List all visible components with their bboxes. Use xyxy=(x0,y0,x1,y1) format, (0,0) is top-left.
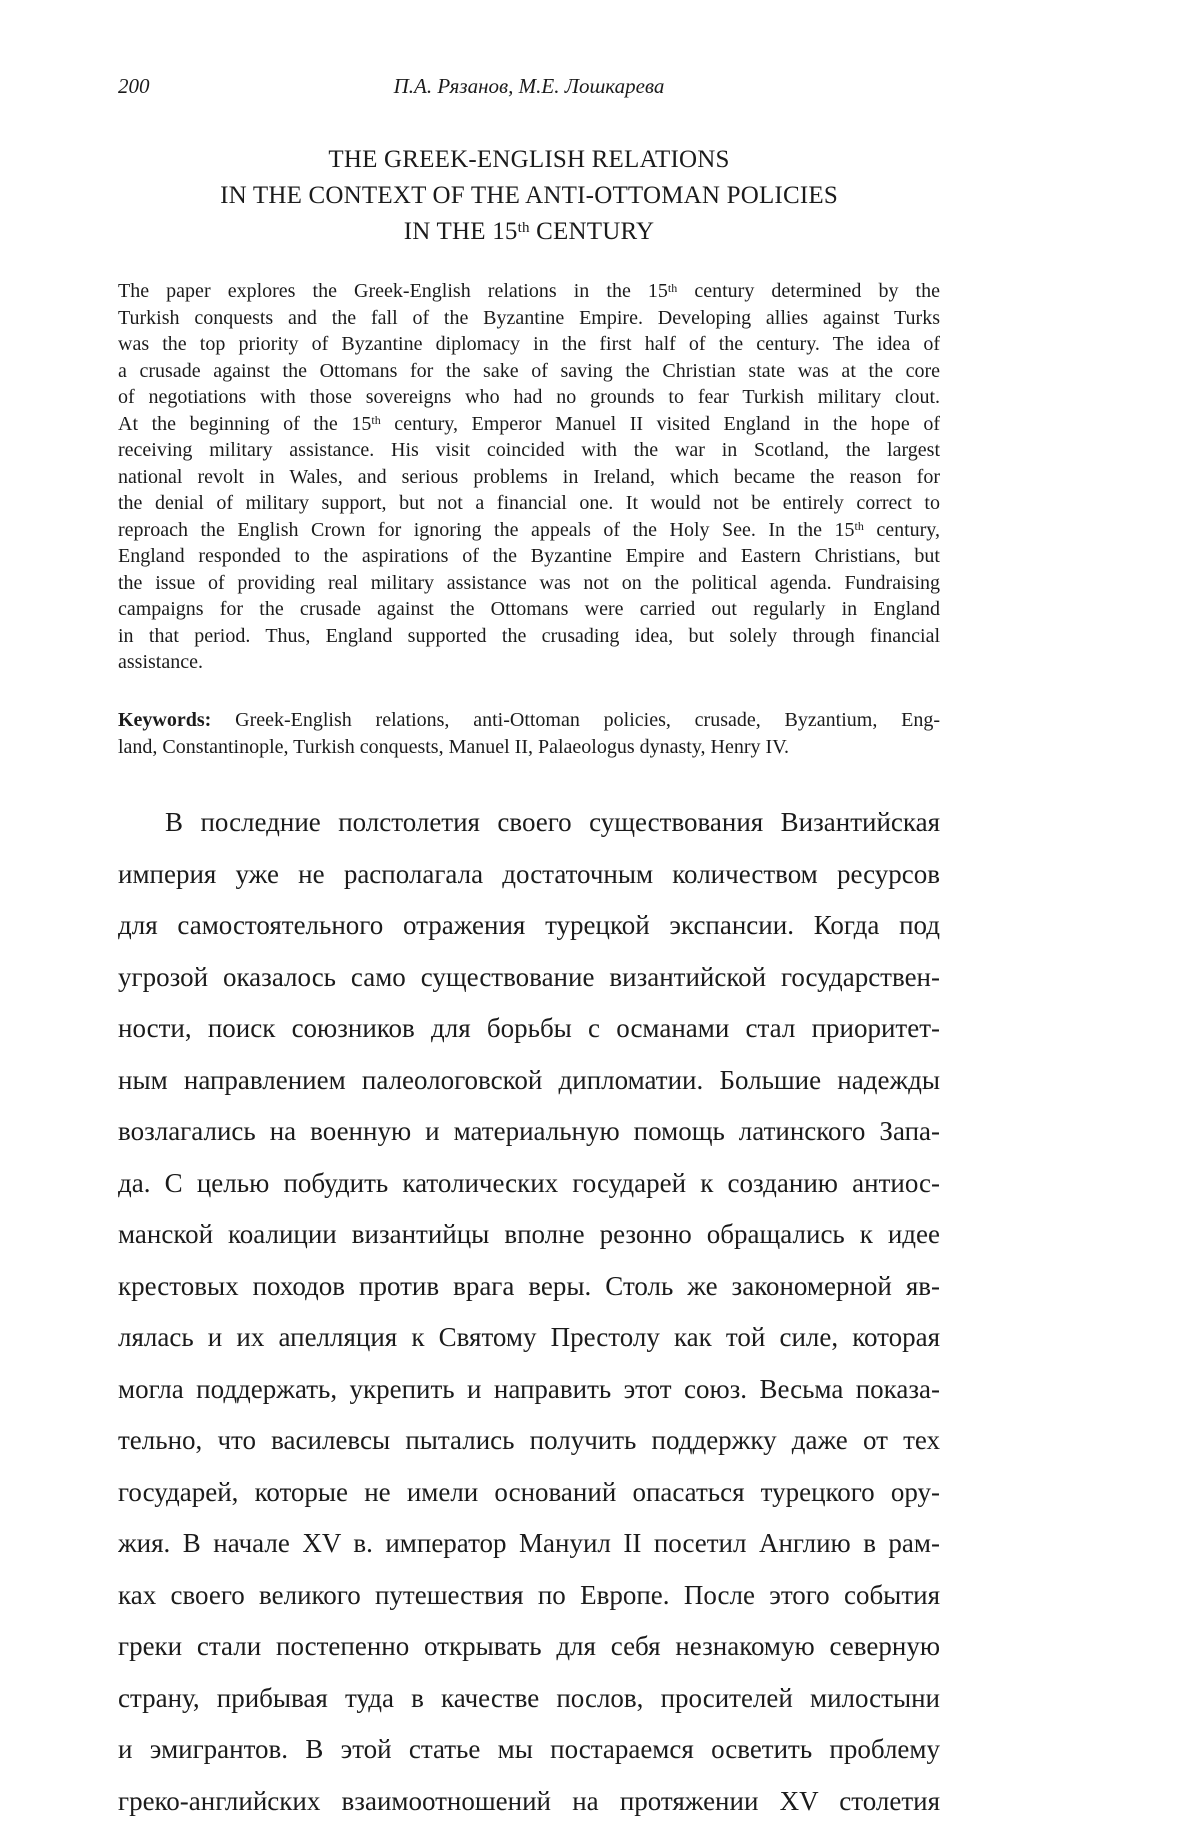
text-line: Turkish conquests and the fall of the Byzantine Empire. Developing allies against Turks xyxy=(118,306,940,329)
text-line: THE GREEK-ENGLISH RELATIONS xyxy=(328,146,730,173)
body-paragraph xyxy=(118,797,940,1827)
running-head-authors: П.А. Рязанов, М.Е. Лошкарева xyxy=(393,74,665,98)
text-line: лялась и их апелляция к Святому Престолу как той силе, которая xyxy=(118,1322,940,1352)
text-line: reproach the English Crown for ignoring the appeals of the Holy See. In the 15th century, xyxy=(118,518,940,541)
text-line: страну, прибывая туда в качестве послов, просителей милостыни xyxy=(118,1682,940,1713)
text-line: campaigns for the crusade against the Ottomans were carried out regularly in England xyxy=(118,598,940,620)
page-number: 200 xyxy=(118,74,150,98)
text-line: В последние полстолетия своего существования Византийская xyxy=(165,807,940,837)
text-line: империя уже не располагала достаточным количеством ресурсов xyxy=(118,858,940,889)
text-line: государей, которые не имели оснований опасаться турецкого ору- xyxy=(118,1476,940,1507)
paper-title xyxy=(118,142,940,250)
text-line: IN THE 15th CENTURY xyxy=(403,218,655,245)
keywords-paragraph xyxy=(118,707,940,760)
page-header xyxy=(118,74,940,99)
text-line: да. С целью побудить католических государей к созданию антиос- xyxy=(118,1167,940,1198)
text-line: IN THE CONTEXT OF THE ANTI-OTTOMAN POLICIES xyxy=(220,182,838,209)
text-line: national revolt in Wales, and serious problems in Ireland, which became the reason for xyxy=(118,465,940,488)
text-line: угрозой оказалось само существование византийской государствен- xyxy=(118,961,940,992)
text-line: a crusade against the Ottomans for the sake of saving the Christian state was at the core xyxy=(118,359,940,382)
text-line: the denial of military support, but not a financial one. It would not be entirely correct to xyxy=(118,492,940,514)
text-line: греки стали постепенно открывать для себя незнакомую северную xyxy=(118,1631,940,1661)
text-line: и эмигрантов. В этой статье мы постараемся осветить проблему xyxy=(118,1734,940,1764)
text-line: was the top priority of Byzantine diplomacy in the first half of the century. The idea of xyxy=(118,333,940,355)
text-line: land, Constantinople, Turkish conquests, Manuel II, Palaeologus dynasty, Henry IV. xyxy=(118,735,790,758)
text-line: receiving military assistance. His visit coincided with the war in Scotland, the largest xyxy=(118,439,940,461)
text-line: жия. В начале XV в. император Мануил II посетил Англию в рам- xyxy=(118,1528,940,1558)
text-line: The paper explores the Greek-English relations in the 15th century determined by the xyxy=(118,280,940,302)
text-line: тельно, что василевсы пытались получить поддержку даже от тех xyxy=(118,1425,940,1455)
text-line: ках своего великого путешествия по Европе. После этого события xyxy=(118,1579,940,1610)
text-line: Keywords: Greek-English relations, anti-Ottoman policies, crusade, Byzantium, Eng- xyxy=(118,709,940,731)
text-line: the issue of providing real military assistance was not on the political agenda. Fundraising xyxy=(118,571,940,594)
text-line: возлагались на военную и материальную помощь латинского Запа- xyxy=(118,1116,940,1146)
text-line: At the beginning of the 15th century, Emperor Manuel II visited England in the hope of xyxy=(118,412,940,435)
text-line: манской коалиции византийцы вполне резонно обращались к идее xyxy=(118,1219,940,1249)
text-line: ности, поиск союзников для борьбы с османами стал приоритет- xyxy=(118,1013,940,1043)
abstract-paragraph xyxy=(118,278,940,676)
text-line: для самостоятельного отражения турецкой экспансии. Когда под xyxy=(118,910,940,940)
text-line: крестовых походов против врага веры. Столь же закономерной яв- xyxy=(118,1270,940,1301)
text-line: in that period. Thus, England supported the crusading idea, but solely through financial xyxy=(118,624,940,647)
text-line: of negotiations with those sovereigns who had no grounds to fear Turkish military clout. xyxy=(118,386,940,408)
text-line: assistance. xyxy=(118,651,203,673)
text-line: England responded to the aspirations of the Byzantine Empire and Eastern Christians, but xyxy=(118,545,940,567)
text-line: греко-английских взаимоотношений на протяжении XV столетия xyxy=(118,1785,940,1816)
text-line: ным направлением палеологовской дипломатии. Большие надежды xyxy=(118,1064,940,1095)
text-line: могла поддержать, укрепить и направить этот союз. Весьма показа- xyxy=(118,1373,940,1404)
